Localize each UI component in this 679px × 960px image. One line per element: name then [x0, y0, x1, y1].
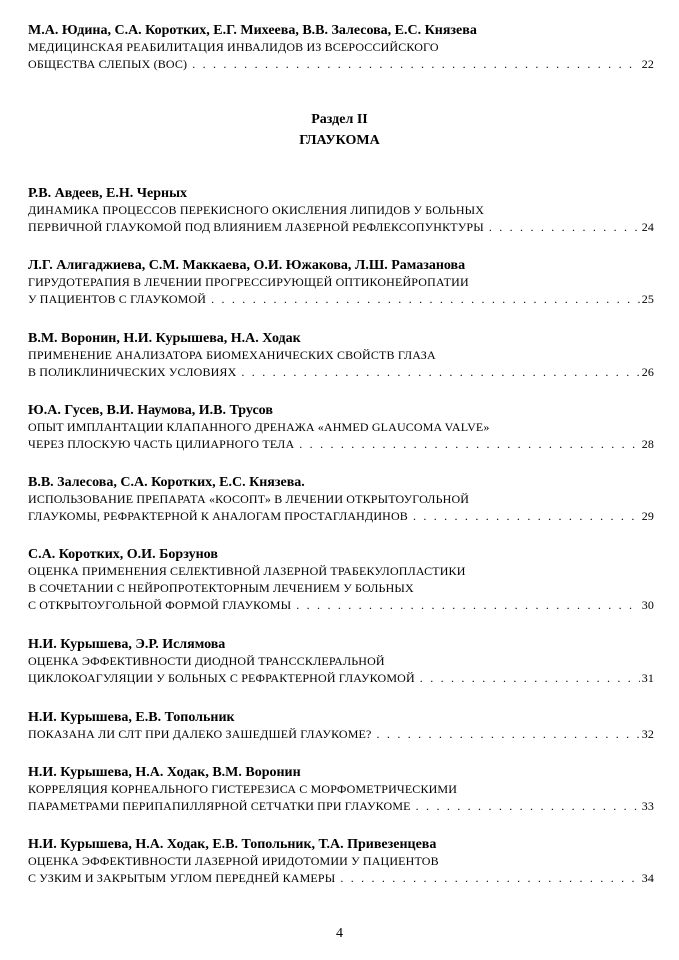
entry-title-line: ОЦЕНКА ЭФФЕКТИВНОСТИ ДИОДНОЙ ТРАНССКЛЕРАЛЬНОЙ [28, 654, 385, 668]
entry-title-last-line [28, 726, 654, 743]
section-title: ГЛАУКОМА [299, 133, 380, 148]
entry-title-line: ЧЕРЕЗ ПЛОСКУЮ ЧАСТЬ ЦИЛИАРНОГО ТЕЛА [28, 437, 295, 451]
toc-entry [28, 764, 654, 815]
entry-title-line: У ПАЦИЕНТОВ С ГЛАУКОМОЙ [28, 292, 207, 306]
entry-title-line: В СОЧЕТАНИИ С НЕЙРОПРОТЕКТОРНЫМ ЛЕЧЕНИЕМ У БОЛЬНЫХ [28, 581, 414, 595]
entry-title-line: С ОТКРЫТОУГОЛЬНОЙ ФОРМОЙ ГЛАУКОМЫ [28, 598, 292, 612]
entry-page-number: 22 [641, 57, 654, 71]
entry-page-number: 25 [641, 292, 654, 306]
toc-entry [28, 546, 654, 614]
entry-authors: С.А. Коротких, О.И. Борзунов [28, 547, 218, 562]
toc-entry [28, 185, 654, 236]
entry-authors: Н.И. Курышева, Е.В. Топольник [28, 710, 235, 725]
entry-title-last-line [28, 436, 654, 453]
entry-page-number: 24 [641, 220, 654, 234]
entry-title-line: ОПЫТ ИМПЛАНТАЦИИ КЛАПАННОГО ДРЕНАЖА «AHMED GLAUCOMA VALVE» [28, 420, 490, 434]
dot-leader [211, 291, 640, 308]
dot-leader [489, 219, 640, 236]
entry-authors: Н.И. Курышева, Н.А. Ходак, В.М. Воронин [28, 765, 301, 780]
entry-page-number: 28 [641, 437, 654, 451]
entry-authors: В.В. Залесова, С.А. Коротких, Е.С. Князева. [28, 475, 305, 490]
toc-entry-first [28, 22, 654, 73]
entry-title-last-line [28, 670, 654, 687]
entry-authors: В.М. Воронин, Н.И. Курышева, Н.А. Ходак [28, 331, 301, 346]
dot-leader [420, 670, 640, 687]
entry-title-line: ГИРУДОТЕРАПИЯ В ЛЕЧЕНИИ ПРОГРЕССИРУЮЩЕЙ ОПТИКОНЕЙРОПАТИИ [28, 275, 469, 289]
toc-entry [28, 402, 654, 453]
entry-authors: М.А. Юдина, С.А. Коротких, Е.Г. Михеева, В.В. Залесова, Е.С. Князева [28, 23, 477, 38]
entry-page-number: 26 [641, 365, 654, 379]
entry-title-line: ОЦЕНКА ЭФФЕКТИВНОСТИ ЛАЗЕРНОЙ ИРИДОТОМИИ У ПАЦИЕНТОВ [28, 854, 439, 868]
entry-title-line: ОБЩЕСТВА СЛЕПЫХ (ВОС) [28, 57, 188, 71]
dot-leader [340, 870, 639, 887]
entry-title-line: ПАРАМЕТРАМИ ПЕРИПАПИЛЛЯРНОЙ СЕТЧАТКИ ПРИ ГЛАУКОМЕ [28, 799, 411, 813]
entry-title-last-line [28, 56, 654, 73]
entry-title-line: ОЦЕНКА ПРИМЕНЕНИЯ СЕЛЕКТИВНОЙ ЛАЗЕРНОЙ ТРАБЕКУЛОПЛАСТИКИ [28, 564, 466, 578]
entry-page-number: 31 [641, 671, 654, 685]
dot-leader [299, 436, 639, 453]
entry-page-number: 33 [641, 799, 654, 813]
toc-entry [28, 330, 654, 381]
entry-title-line: ИСПОЛЬЗОВАНИЕ ПРЕПАРАТА «КОСОПТ» В ЛЕЧЕНИИ ОТКРЫТОУГОЛЬНОЙ [28, 492, 470, 506]
entry-page-number: 30 [641, 598, 654, 612]
entry-authors: Н.И. Курышева, Э.Р. Ислямова [28, 637, 226, 652]
section-number: Раздел II [311, 112, 368, 127]
entry-title-last-line [28, 508, 654, 525]
entry-title-last-line [28, 364, 654, 381]
toc-entry [28, 836, 654, 887]
entry-title-line: В ПОЛИКЛИНИЧЕСКИХ УСЛОВИЯХ [28, 365, 237, 379]
toc-entry [28, 636, 654, 687]
entry-title-last-line [28, 870, 654, 887]
entry-title-line: ПОКАЗАНА ЛИ СЛТ ПРИ ДАЛЕКО ЗАШЕДШЕЙ ГЛАУКОМЕ? [28, 727, 372, 741]
dot-leader [296, 597, 639, 614]
entry-title-last-line [28, 219, 654, 236]
dot-leader [241, 364, 639, 381]
entry-authors: Л.Г. Алигаджиева, С.М. Маккаева, О.И. Южакова, Л.Ш. Рамазанова [28, 258, 466, 273]
entry-page-number: 34 [641, 871, 654, 885]
entry-page-number: 32 [641, 727, 654, 741]
entry-title-line: МЕДИЦИНСКАЯ РЕАБИЛИТАЦИЯ ИНВАЛИДОВ ИЗ ВСЕРОССИЙСКОГО [28, 40, 439, 54]
entry-title-line: ДИНАМИКА ПРОЦЕССОВ ПЕРЕКИСНОГО ОКИСЛЕНИЯ ЛИПИДОВ У БОЛЬНЫХ [28, 203, 485, 217]
entry-title-line: КОРРЕЛЯЦИЯ КОРНЕАЛЬНОГО ГИСТЕРЕЗИСА С МОРФОМЕТРИЧЕСКИМИ [28, 782, 458, 796]
toc-entry [28, 709, 654, 743]
dot-leader [377, 726, 640, 743]
entry-page-number: 29 [641, 509, 654, 523]
page-number: 4 [336, 926, 343, 941]
entry-title-line: ПЕРВИЧНОЙ ГЛАУКОМОЙ ПОД ВЛИЯНИЕМ ЛАЗЕРНОЙ РЕФЛЕКСОПУНКТУРЫ [28, 220, 484, 234]
entry-title-line: С УЗКИМ И ЗАКРЫТЫМ УГЛОМ ПЕРЕДНЕЙ КАМЕРЫ [28, 871, 336, 885]
entry-title-line: ГЛАУКОМЫ, РЕФРАКТЕРНОЙ К АНАЛОГАМ ПРОСТАГЛАНДИНОВ [28, 509, 408, 523]
entry-title-line: ПРИМЕНЕНИЕ АНАЛИЗАТОРА БИОМЕХАНИЧЕСКИХ СВОЙСТВ ГЛАЗА [28, 348, 436, 362]
toc-entry [28, 257, 654, 308]
entry-title-line: ЦИКЛОКОАГУЛЯЦИИ У БОЛЬНЫХ С РЕФРАКТЕРНОЙ ГЛАУКОМОЙ [28, 671, 415, 685]
entry-title-last-line [28, 291, 654, 308]
dot-leader [192, 56, 640, 73]
entry-authors: Н.И. Курышева, Н.А. Ходак, Е.В. Топольник, Т.А. Привезенцева [28, 837, 437, 852]
dot-leader [413, 508, 640, 525]
dot-leader [416, 798, 640, 815]
toc-entry [28, 474, 654, 525]
entry-authors: Ю.А. Гусев, В.И. Наумова, И.В. Трусов [28, 403, 273, 418]
entry-title-last-line [28, 597, 654, 614]
entry-authors: Р.В. Авдеев, Е.Н. Черных [28, 186, 188, 201]
entry-title-last-line [28, 798, 654, 815]
